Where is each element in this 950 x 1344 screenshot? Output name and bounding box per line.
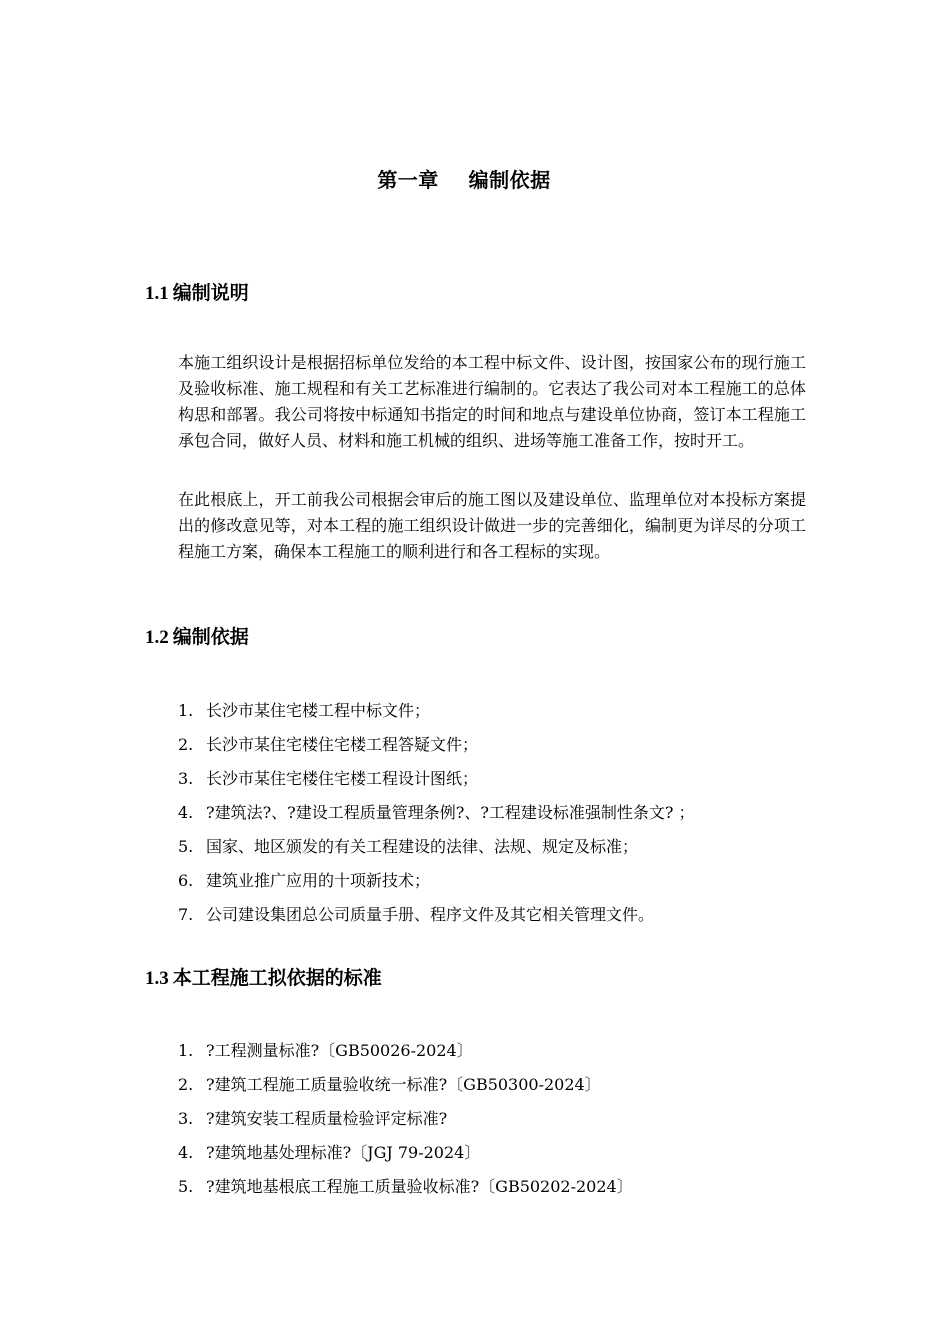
standards-list: [178, 1038, 633, 1208]
list-item: [178, 766, 695, 800]
item-number: 4.: [178, 803, 194, 822]
item-text: 长沙市某住宅楼工程中标文件；: [206, 701, 431, 720]
section-title: 编制依据: [172, 626, 249, 648]
section-heading-1-2: [145, 622, 249, 649]
section-heading-1-3: [145, 963, 382, 990]
item-text: ?建筑安装工程质量检验评定标准?: [206, 1109, 448, 1128]
section-title: 本工程施工拟依据的标准: [172, 967, 382, 989]
item-text: ?建筑工程施工质量验收统一标准?〔GB50300-2024〕: [206, 1075, 601, 1094]
list-item: [178, 732, 695, 766]
item-number: 1.: [178, 701, 194, 720]
list-item: [178, 902, 695, 936]
item-number: 2.: [178, 1075, 194, 1094]
chapter-title: 第一章 编制依据: [377, 168, 551, 192]
item-number: 1.: [178, 1041, 194, 1060]
item-text: ?工程测量标准?〔GB50026-2024〕: [206, 1041, 473, 1060]
item-number: 7.: [178, 905, 194, 924]
paragraph-2: 在此根底上，开工前我公司根据会审后的施工图以及建设单位、监理单位对本投标方案提出的修改意见等，对本工程的施工组织设计做进一步的完善细化，编制更为详尽的分项工程施工方案，确保本工程施工的顺利进行和各工程标的实现。: [178, 490, 806, 561]
item-number: 3.: [178, 769, 194, 788]
item-number: 3.: [178, 1109, 194, 1128]
item-text: 建筑业推广应用的十项新技术；: [206, 871, 431, 890]
section-title: 编制说明: [172, 282, 249, 304]
item-number: 6.: [178, 871, 194, 890]
item-text: ?建筑地基处理标准?〔JGJ 79-2024〕: [206, 1143, 481, 1162]
section-number: 1.3: [145, 968, 169, 989]
paragraph-1: 本施工组织设计是根据招标单位发给的本工程中标文件、设计图，按国家公布的现行施工及验收标准、施工规程和有关工艺标准进行编制的。它表达了我公司对本工程施工的总体构思和部署。我公司将按中标通知书指定的时间和地点与建设单位协商，签订本工程施工承包合同，做好人员、材料和施工机械的组织、进场等施工准备工作，按时开工。: [178, 353, 806, 450]
item-text: 长沙市某住宅楼住宅楼工程答疑文件；: [206, 735, 479, 754]
item-number: 5.: [178, 1177, 194, 1196]
list-item: [178, 868, 695, 902]
item-number: 5.: [178, 837, 194, 856]
list-item: [178, 1038, 633, 1072]
list-item: [178, 698, 695, 732]
item-number: 4.: [178, 1143, 194, 1162]
list-item: [178, 834, 695, 868]
list-item: [178, 1106, 633, 1140]
list-item: [178, 1072, 633, 1106]
item-text: 长沙市某住宅楼住宅楼工程设计图纸；: [206, 769, 479, 788]
item-text: 公司建设集团总公司质量手册、程序文件及其它相关管理文件。: [206, 905, 655, 924]
item-number: 2.: [178, 735, 194, 754]
item-text: 国家、地区颁发的有关工程建设的法律、法规、规定及标准；: [206, 837, 639, 856]
list-item: [178, 1174, 633, 1208]
basis-list: [178, 698, 695, 936]
item-text: ?建筑法?、?建设工程质量管理条例?、?工程建设标准强制性条文? ；: [206, 803, 695, 822]
section-heading-1-1: [145, 278, 249, 305]
section-number: 1.2: [145, 627, 169, 648]
list-item: [178, 1140, 633, 1174]
list-item: [178, 800, 695, 834]
item-text: ?建筑地基根底工程施工质量验收标准?〔GB50202-2024〕: [206, 1177, 633, 1196]
section-number: 1.1: [145, 283, 169, 304]
